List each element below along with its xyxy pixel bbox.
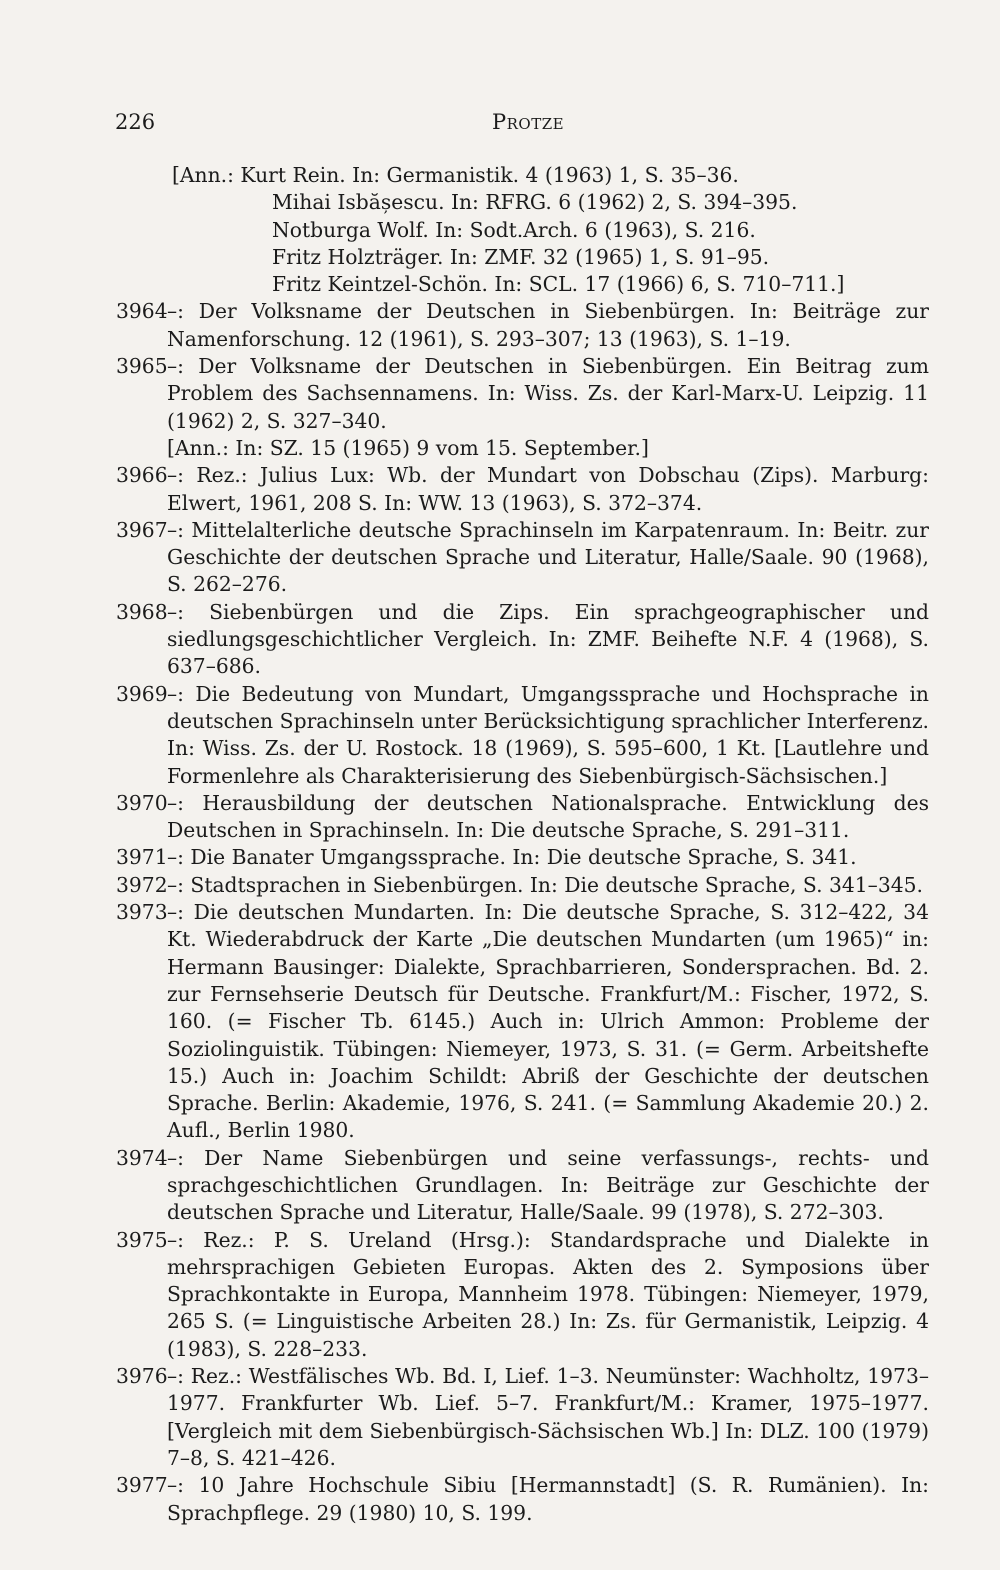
entry-text: –: Rez.: Julius Lux: Wb. der Mundart von Dobschau (Zips). Marburg: Elwert, 1961, 208 S. In: WW. 13 (1963), S. 372–374.: [167, 463, 929, 515]
entry-text: –: Mittelalterliche deutsche Sprachinseln im Karpatenraum. In: Beitr. zur Geschichte der deutschen Sprache und Literatur, Halle/Saale. 90 (1968), S. 262–276.: [167, 517, 929, 597]
entry-text: –: Die Banater Umgangssprache. In: Die deutsche Sprache, S. 341.: [167, 845, 857, 870]
bibliography-body: [116, 162, 929, 1527]
entry-number: 3973: [116, 900, 168, 925]
entry-3971: [116, 844, 929, 871]
entry-3970: [116, 790, 929, 845]
entry-3972: [116, 872, 929, 899]
running-head: Protze: [492, 110, 565, 134]
entry-number: 3968: [116, 599, 168, 624]
entry-text: –: Rez.: P. S. Ureland (Hrsg.): Standardsprache und Dialekte in mehrsprachigen Gebieten Europas. Akten des 2. Symposions über Sprachkontakte in Europa, Mannheim 1978. Tübingen: Niemeyer, 1979, 265 S. (= Linguistische Arbeiten 28.) In: Zs. für Germanistik, Leipzig. 4 (1983), S. 228–233.: [167, 1227, 929, 1361]
entry-number: 3965: [116, 354, 168, 379]
entry-number: 3969: [116, 681, 168, 706]
entry-number: 3972: [116, 872, 168, 897]
entry-3976: [116, 1363, 929, 1472]
entry-text: [167, 353, 929, 462]
entry-text: –: Herausbildung der deutschen Nationalsprache. Entwicklung des Deutschen in Sprachinseln. In: Die deutsche Sprache, S. 291–311.: [167, 790, 929, 843]
entry-3975: [116, 1227, 929, 1363]
entry-annotation: [Ann.: In: SZ. 15 (1965) 9 vom 15. September.]: [167, 435, 649, 460]
entry-number: 3974: [116, 1145, 168, 1170]
entry-3968: [116, 599, 929, 681]
entry-3967: [116, 517, 929, 599]
entry-3973: [116, 899, 929, 1145]
entry-number: 3966: [116, 463, 168, 488]
entry-number: 3964: [116, 299, 168, 324]
annotation-3963: [172, 162, 929, 298]
annotation-line: Notburga Wolf. In: Sodt.Arch. 6 (1963), S. 216.: [272, 217, 756, 242]
entry-number: 3967: [116, 517, 168, 542]
entry-number: 3975: [116, 1227, 168, 1252]
entry-citation: –: Der Volksname der Deutschen in Siebenbürgen. Ein Beitrag zum Problem des Sachsennamens. In: Wiss. Zs. der Karl-Marx-U. Leipzig. 11 (1962) 2, S. 327–340.: [167, 354, 929, 433]
entry-3977: [116, 1472, 929, 1527]
page-number: 226: [115, 110, 156, 134]
entry-3969: [116, 681, 929, 790]
entry-text: –: Stadtsprachen in Siebenbürgen. In: Die deutsche Sprache, S. 341–345.: [167, 872, 923, 897]
entry-text: –: Der Volksname der Deutschen in Siebenbürgen. In: Beiträge zur Namenforschung. 12 (1961), S. 293–307; 13 (1963), S. 1–19.: [167, 299, 929, 351]
entry-3974: [116, 1145, 929, 1227]
annotation-line: Mihai Isbășescu. In: RFRG. 6 (1962) 2, S. 394–395.: [272, 190, 798, 215]
entry-text: –: Der Name Siebenbürgen und seine verfassungs-, rechts- und sprachgeschichtlichen Grundlagen. In: Beiträge zur Geschichte der deutschen Sprache und Literatur, Halle/Saale. 99 (1978), S. 272–303.: [167, 1145, 929, 1225]
entry-number: 3976: [116, 1364, 168, 1389]
annotation-line: [Ann.: Kurt Rein. In: Germanistik. 4 (1963) 1, S. 35–36.: [172, 163, 739, 187]
entry-number: 3971: [116, 845, 168, 870]
entry-number: 3970: [116, 790, 168, 815]
entry-text: –: 10 Jahre Hochschule Sibiu [Hermannstadt] (S. R. Rumänien). In: Sprachpflege. 29 (1980) 10, S. 199.: [167, 1473, 929, 1525]
entry-text: –: Die Bedeutung von Mundart, Umgangssprache und Hochsprache in deutschen Sprachinseln unter Berücksichtigung sprachlicher Interferenz. In: Wiss. Zs. der U. Rostock. 18 (1969), S. 595–600, 1 Kt. [Lautlehre und Formenlehre als Charakterisierung des Siebenbürgisch-Sächsischen.]: [167, 681, 929, 788]
entry-3964: [116, 298, 929, 353]
annotation-line: Fritz Holzträger. In: ZMF. 32 (1965) 1, S. 91–95.: [272, 244, 770, 269]
entry-text: –: Die deutschen Mundarten. In: Die deutsche Sprache, S. 312–422, 34 Kt. Wiederabdruck der Karte „Die deutschen Mundarten (um 1965)“ in: Hermann Bausinger: Dialekte, Sprachbarrieren, Sondersprachen. Bd. 2. zur Fernsehserie Deutsch für Deutsche. Frankfurt/M.: Fischer, 1972, S. 160. (= Fischer Tb. 6145.) Auch in: Ulrich Ammon: Probleme der Soziolinguistik. Tübingen: Niemeyer, 1973, S. 31. (= Germ. Arbeitshefte 15.) Auch in: Joachim Schildt: Abriß der Geschichte der deutschen Sprache. Berlin: Akademie, 1976, S. 241. (= Sammlung Akademie 20.) 2. Aufl., Berlin 1980.: [167, 900, 929, 1143]
entry-3965: [116, 353, 929, 462]
entry-text: –: Rez.: Westfälisches Wb. Bd. I, Lief. 1–3. Neumünster: Wachholtz, 1973–1977. Frankfurter Wb. Lief. 5–7. Frankfurt/M.: Kramer, 1975–1977. [Vergleich mit dem Siebenbürgisch-Sächsischen Wb.] In: DLZ. 100 (1979) 7–8, S. 421–426.: [167, 1364, 929, 1470]
annotation-line: Fritz Keintzel-Schön. In: SCL. 17 (1966) 6, S. 710–711.]: [272, 272, 845, 297]
entry-text: –: Siebenbürgen und die Zips. Ein sprachgeographischer und siedlungsgeschichtlicher Vergleich. In: ZMF. Beihefte N.F. 4 (1968), S. 637–686.: [167, 599, 929, 679]
entry-number: 3977: [116, 1473, 168, 1498]
entry-3966: [116, 462, 929, 517]
